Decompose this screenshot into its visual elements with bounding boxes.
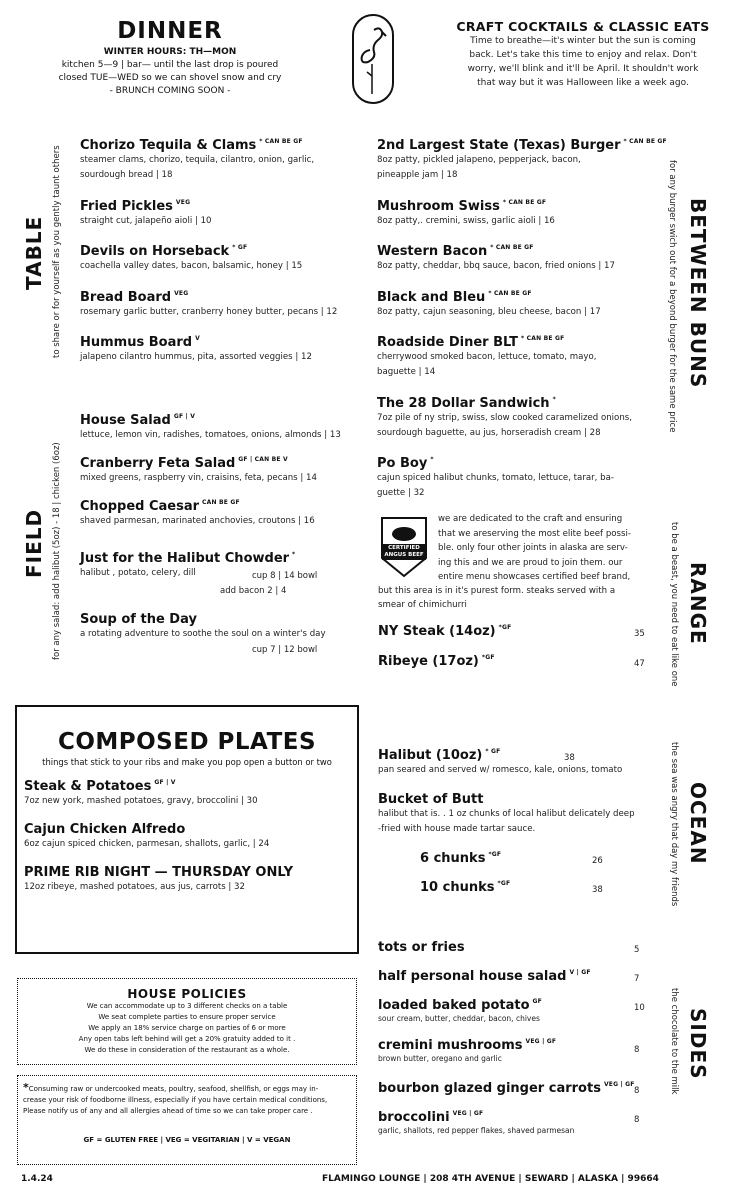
menu-item [24, 865, 357, 895]
intro-line: back. Let's take this time to enjoy and relax. Don't [469, 50, 697, 60]
item-name: cremini mushrooms [378, 1038, 523, 1053]
item-desc: halibut that is. . 1 oz chunks of local halibut delicately deep [378, 809, 635, 819]
item-tag: GF | CAN BE V [238, 456, 288, 463]
item-desc: 8oz patty,. cremini, swiss, garlic aioli | 16 [377, 216, 555, 226]
item-name: Hummus Board [80, 335, 193, 350]
item-desc: pineapple jam | 18 [377, 170, 458, 180]
menu-item [377, 138, 667, 183]
item-price: 8 [634, 1045, 640, 1055]
item-price: 38 [592, 885, 603, 895]
item-tag: * CAN BE GF [259, 138, 303, 145]
chowder-bacon-price: add bacon 2 | 4 [220, 586, 287, 596]
menu-item [80, 335, 312, 365]
warning-line: Please notify us of any and all allergies ahead of time so we can take proper care . [23, 1107, 313, 1115]
hours-line: WINTER HOURS: TH—MON [103, 47, 237, 57]
item-name: Mushroom Swiss [377, 199, 500, 214]
item-name: Bucket of Butt [378, 792, 484, 807]
menu-item [24, 779, 357, 809]
item-tag: CAN BE GF [202, 499, 240, 506]
item-desc: -fried with house made tartar sauce. [378, 824, 536, 834]
item-name: Chorizo Tequila & Clams [80, 138, 257, 153]
chowder-price: cup 8 | 14 bowl [252, 571, 318, 581]
menu-item [378, 1081, 635, 1096]
item-desc: 12oz ribeye, mashed potatoes, aus jus, carrots | 32 [24, 882, 245, 892]
item-tag: * CAN BE GF [623, 138, 667, 145]
warning-text: Consuming raw or undercooked meats, poultry, seafood, shellfish, or eggs may in- [28, 1085, 319, 1093]
menu-item [378, 792, 635, 837]
intro-line: that way but it was Halloween like a week ago. [477, 78, 689, 88]
item-desc: shaved parmesan, marinated anchovies, croutons | 16 [80, 516, 315, 526]
item-tag: VEG | GF [452, 1110, 484, 1117]
item-tag: * GF [485, 748, 501, 755]
item-tag: *GF [488, 851, 502, 858]
menu-item [378, 969, 591, 984]
tagline: CRAFT COCKTAILS & CLASSIC EATS [456, 19, 710, 34]
item-name: broccolini [378, 1110, 450, 1125]
item-name: Bread Board [80, 290, 172, 305]
item-name: bourbon glazed ginger carrots [378, 1081, 601, 1096]
menu-date: 1.4.24 [21, 1174, 53, 1184]
item-desc: 8oz patty, cajun seasoning, bleu cheese, bacon | 17 [377, 307, 601, 317]
item-tag: *GF [497, 880, 511, 887]
certified-angus-beef-logo [378, 514, 430, 578]
section-sub-sides: the chocolate to the milk [669, 988, 679, 1095]
item-name: Fried Pickles [80, 199, 173, 214]
menu-item [378, 624, 511, 639]
item-tag: GF [532, 998, 542, 1005]
item-desc: 6oz cajun spiced chicken, parmesan, shallots, garlic, | 24 [24, 839, 270, 849]
section-title-field: FIELD [22, 508, 46, 578]
cab-line: that we areserving the most elite beef possi- [438, 528, 631, 539]
composed-sub: things that stick to your ribs and make you pop open a button or two [42, 757, 332, 767]
item-name: tots or fries [378, 940, 465, 955]
policy-line: We can accommodate up to 3 different checks on a table [86, 1002, 288, 1010]
section-title-sides: SIDES [686, 1008, 710, 1080]
item-name: NY Steak (14oz) [378, 624, 496, 639]
item-price: 47 [634, 659, 645, 669]
closed-line: closed TUE—WED so we can shovel snow and cry [58, 73, 282, 83]
item-desc: coachella valley dates, bacon, balsamic, honey | 15 [80, 261, 303, 271]
item-name: The 28 Dollar Sandwich [377, 396, 550, 411]
cab-line: entire menu showcases certified beef brand, [438, 572, 631, 582]
menu-item [80, 413, 341, 443]
cab-line: smear of chimichurri [378, 600, 467, 610]
item-tag: VEG [175, 199, 191, 206]
menu-item [378, 1038, 556, 1065]
item-name: Black and Bleu [377, 290, 486, 305]
item-desc: 8oz patty, pickled jalapeno, pepperjack, bacon, [377, 155, 581, 165]
section-sub-table: to share or for yourself as you gently taunt others [52, 145, 62, 358]
item-desc: halibut , potato, celery, dill [80, 568, 196, 578]
menu-item [420, 880, 510, 895]
cab-description [438, 512, 678, 585]
menu-item [80, 199, 212, 229]
intro-line: worry, we'll blink and it'll be April. It shouldn't work [467, 64, 699, 74]
menu-item [80, 244, 302, 274]
item-name: Po Boy [377, 456, 428, 471]
footer-address: FLAMINGO LOUNGE | 208 4TH AVENUE | SEWARD | ALASKA | 99664 [322, 1174, 659, 1184]
item-tag: * CAN BE GF [502, 199, 547, 206]
item-desc: straight cut, jalapeño aioli | 10 [80, 216, 212, 226]
badge-text: ANGUS BEEF [384, 552, 424, 558]
item-tag: * GF [232, 244, 248, 251]
section-title-buns: BETWEEN BUNS [686, 198, 710, 389]
item-desc: sourdough bread | 18 [80, 170, 173, 180]
item-name: Halibut (10oz) [378, 748, 483, 763]
item-tag: VEG [174, 290, 189, 297]
menu-item [378, 654, 495, 669]
item-price: 26 [592, 856, 603, 866]
item-desc: cajun spiced halibut chunks, tomato, lettuce, tarar, ba- [377, 473, 614, 483]
badge-text: CERTIFIED [388, 545, 420, 551]
header-left [40, 18, 300, 98]
item-tag: * [552, 396, 556, 403]
dietary-legend: GF = GLUTEN FREE | VEG = VEGITARIAN | V = VEGAN [83, 1136, 291, 1144]
item-price: 38 [564, 753, 575, 763]
menu-item [377, 335, 596, 380]
item-name: Devils on Horseback [80, 244, 230, 259]
item-desc: cherrywood smoked bacon, lettuce, tomato, mayo, [377, 352, 597, 362]
policy-line: We do these in consideration of the restaurant as a whole. [84, 1046, 290, 1054]
section-sub-range: to be a beast, you need to eat like one [669, 522, 679, 687]
item-desc: sourdough baguette, au jus, horseradish cream | 28 [377, 428, 601, 438]
item-tag: *GF [498, 624, 512, 631]
menu-item [378, 748, 622, 778]
menu-item [378, 1110, 574, 1137]
brunch-line: - BRUNCH COMING SOON - [109, 86, 231, 96]
item-name: 2nd Largest State (Texas) Burger [377, 138, 621, 153]
cab-line: we are dedicated to the craft and ensuring [438, 514, 623, 524]
section-sub-ocean: the sea was angry that day my friends [669, 742, 679, 907]
item-price: 8 [634, 1115, 640, 1125]
menu-item [24, 822, 357, 852]
policy-line: Any open tabs left behind will get a 20% gratuity added to it . [78, 1035, 296, 1043]
item-desc: 8oz patty, cheddar, bbq sauce, bacon, fried onions | 17 [377, 261, 615, 271]
menu-item [378, 998, 542, 1025]
kitchen-line: kitchen 5—9 | bar— until the last drop is poured [61, 60, 279, 70]
menu-item [80, 499, 315, 529]
warning-line: *Consuming raw or undercooked meats, poultry, seafood, shellfish, or eggs may in- [23, 1081, 319, 1094]
item-name: Cranberry Feta Salad [80, 456, 236, 471]
soup-price: cup 7 | 12 bowl [252, 645, 318, 655]
menu-item [80, 138, 314, 183]
item-name: Just for the Halibut Chowder [80, 551, 290, 566]
item-tag: * [430, 456, 434, 463]
composed-plates-box [15, 705, 359, 954]
item-desc: mixed greens, raspberry vin, craisins, feta, pecans | 14 [80, 473, 317, 483]
menu-item [80, 612, 326, 642]
item-tag: * CAN BE GF [488, 290, 532, 297]
menu-item [377, 456, 614, 501]
item-desc: a rotating adventure to soothe the soul on a winter's day [80, 629, 326, 639]
house-policies-box [17, 978, 357, 1065]
menu-item [80, 290, 337, 320]
item-tag: * CAN BE GF [521, 335, 565, 342]
menu-item [378, 940, 465, 955]
item-desc: 7oz new york, mashed potatoes, gravy, broccolini | 30 [24, 796, 258, 806]
cab-line: ing this and we are proud to join them. our [438, 557, 623, 568]
menu-item [420, 851, 501, 866]
page-title: DINNER [117, 18, 223, 44]
policies-title: HOUSE POLICIES [127, 987, 247, 1001]
item-price: 10 [634, 1003, 645, 1013]
section-title-ocean: OCEAN [686, 782, 710, 865]
flamingo-icon [352, 14, 394, 104]
menu-item [377, 199, 555, 229]
item-name: Chopped Caesar [80, 499, 200, 514]
item-name: half personal house salad [378, 969, 567, 984]
item-name: 6 chunks [420, 851, 486, 866]
policy-line: We seat complete parties to ensure proper service [98, 1013, 276, 1021]
item-name: 10 chunks [420, 880, 495, 895]
section-sub-buns: for any burger swich out for a beyond burger for the same price [667, 160, 677, 433]
item-name: loaded baked potato [378, 998, 530, 1013]
item-tag: GF | V [173, 413, 196, 420]
policy-line: We apply an 18% service charge on parties of 6 or more [88, 1024, 286, 1032]
intro-line: Time to breathe—it's winter but the sun is coming [470, 36, 696, 46]
menu-item [377, 244, 615, 274]
item-desc: rosemary garlic butter, cranberry honey butter, pecans | 12 [80, 307, 338, 317]
item-price: 35 [634, 629, 645, 639]
header-right [448, 19, 718, 90]
cab-line: ble. only four other joints in alaska are serv- [438, 543, 628, 553]
section-title-table: TABLE [22, 215, 46, 290]
item-price: 7 [634, 974, 640, 984]
item-desc: brown butter, oregano and garlic [378, 1054, 502, 1063]
cab-line: but this area is in it's purest form. steaks served with a [378, 586, 616, 596]
item-tag: GF | V [154, 779, 176, 786]
item-name: Roadside Diner BLT [377, 335, 519, 350]
section-title-range: RANGE [686, 562, 710, 645]
item-desc: jalapeno cilantro hummus, pita, assorted veggies | 12 [80, 352, 312, 362]
item-desc: garlic, shallots, red pepper flakes, shaved parmesan [378, 1126, 575, 1135]
item-name: Cajun Chicken Alfredo [24, 822, 186, 837]
item-desc: lettuce, lemon vin, radishes, tomatoes, onions, almonds | 13 [80, 430, 341, 440]
item-tag: VEG | GF [525, 1038, 557, 1045]
item-name: PRIME RIB NIGHT — THURSDAY ONLY [24, 865, 294, 880]
item-tag: * CAN BE GF [490, 244, 534, 251]
item-tag: * [292, 551, 296, 558]
warning-line: crease your risk of foodborne illness, especially if you have certain medical conditions, [23, 1096, 328, 1104]
item-desc: 7oz pile of ny strip, swiss, slow cooked caramelized onions, [377, 413, 632, 423]
item-name: Western Bacon [377, 244, 488, 259]
menu-item [377, 396, 632, 441]
item-name: Soup of the Day [80, 612, 197, 627]
menu-item [80, 456, 317, 486]
item-desc: steamer clams, chorizo, tequila, cilantro, onion, garlic, [80, 155, 315, 165]
item-tag: *GF [481, 654, 495, 661]
menu-item [377, 290, 601, 320]
item-tag: VEG | GF [603, 1081, 635, 1088]
item-desc: sour cream, butter, cheddar, bacon, chives [378, 1014, 540, 1023]
section-sub-field: for any salad: add halibut (5oz) - 18 | chicken (6oz) [52, 442, 62, 660]
item-price: 5 [634, 945, 640, 955]
composed-title: COMPOSED PLATES [57, 729, 317, 755]
health-warning-box [17, 1075, 357, 1165]
item-name: Ribeye (17oz) [378, 654, 479, 669]
item-desc: baguette | 14 [377, 367, 436, 377]
item-tag: V [195, 335, 200, 342]
item-tag: V | GF [569, 969, 591, 976]
item-desc: guette | 32 [377, 488, 425, 498]
item-desc: pan seared and served w/ romesco, kale, onions, tomato [378, 765, 623, 775]
item-name: Steak & Potatoes [24, 779, 152, 794]
item-price: 8 [634, 1086, 640, 1096]
item-name: House Salad [80, 413, 171, 428]
